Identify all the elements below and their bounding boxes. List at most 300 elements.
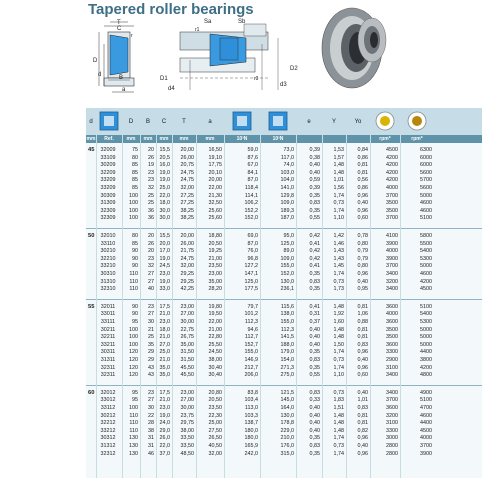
cell-ref: 33209	[100, 177, 116, 184]
group-separator	[86, 228, 482, 229]
cell-e: 0,35	[309, 364, 320, 371]
cell-a: 25,60	[208, 207, 222, 214]
cell-T: 27,25	[180, 192, 194, 199]
cell-D: 100	[129, 200, 138, 207]
cell-ref: 33111	[100, 319, 116, 325]
cell-B: 26	[148, 154, 154, 161]
ref-bearing-icon	[98, 110, 120, 132]
bore-diameter: 45	[88, 147, 95, 153]
cell-e: 0,39	[309, 147, 320, 153]
cell-D: 80	[132, 233, 138, 239]
label-d: d	[98, 72, 102, 78]
column-header-D: D	[128, 118, 134, 125]
cell-Y: 1,56	[333, 185, 344, 191]
cell-n_grease: 3900	[386, 240, 398, 247]
cell-D: 100	[129, 192, 138, 199]
cell-n_grease: 3000	[386, 435, 398, 442]
cell-D: 100	[129, 207, 138, 214]
cell-ref: 30311	[100, 349, 116, 356]
column-divider	[122, 135, 123, 478]
cell-a: 23,00	[208, 271, 222, 277]
cell-C: 17,5	[159, 303, 170, 310]
cell-C0: 152,0	[280, 271, 294, 277]
cell-C0: 271,3	[280, 364, 294, 371]
cell-C0: 236,1	[280, 286, 294, 293]
cell-C0: 73,0	[283, 147, 294, 153]
cell-e: 0,38	[309, 154, 320, 161]
cell-Cr: 125,0	[244, 278, 258, 285]
cell-n_oil: 5400	[420, 311, 432, 318]
cell-Y0: 0,96	[357, 349, 368, 356]
cell-ref: 32009	[100, 147, 116, 153]
cell-n_oil: 5400	[420, 248, 432, 255]
unit-Y0	[346, 135, 370, 143]
cell-T: 30,00	[180, 319, 194, 325]
cell-e: 0,55	[309, 215, 320, 222]
cell-T: 20,00	[180, 233, 194, 239]
label-Sb: Sb	[238, 19, 246, 25]
cell-Cr: 113,0	[244, 405, 258, 411]
cell-Y0: 0,80	[357, 240, 368, 247]
cell-C: 19,0	[159, 412, 170, 419]
cell-a: 21,00	[208, 255, 222, 262]
cell-n_grease: 3400	[386, 389, 398, 396]
table-row	[86, 208, 482, 216]
cell-n_oil: 4700	[420, 405, 432, 411]
cell-e: 0,35	[309, 450, 320, 457]
cell-Y: 1,48	[333, 303, 344, 310]
cell-n_oil: 5000	[420, 192, 432, 199]
table-row	[86, 286, 482, 294]
cell-D: 110	[129, 278, 138, 285]
cell-n_grease: 3600	[386, 405, 398, 411]
section-drawing-dimensions	[93, 20, 134, 93]
cell-Cr: 79,7	[247, 303, 258, 310]
cell-Y: 1,51	[333, 405, 344, 411]
table-row	[86, 390, 482, 398]
cell-a: 20,80	[208, 389, 222, 396]
cell-ref: 33110	[100, 240, 116, 247]
table-row	[86, 200, 482, 208]
table-row	[86, 241, 482, 249]
table-row	[86, 443, 482, 451]
cell-B: 29	[148, 357, 154, 363]
cell-Y0: 0,79	[357, 255, 368, 262]
cell-C0: 275,0	[280, 372, 294, 379]
cell-n_oil: 4200	[420, 278, 432, 285]
cell-B: 25	[148, 334, 154, 341]
cell-Y0: 0,79	[357, 248, 368, 255]
cell-B: 30	[148, 319, 154, 325]
column-header-e: e	[307, 118, 311, 125]
cell-a: 30,40	[208, 372, 222, 379]
table-row	[86, 413, 482, 421]
cell-e: 0,83	[309, 278, 320, 285]
cell-Y: 1,74	[333, 349, 344, 356]
cell-B: 29	[148, 349, 154, 356]
cell-ref: 31312	[100, 443, 116, 449]
cell-C: 35,0	[159, 372, 170, 379]
cell-T: 29,25	[180, 278, 194, 285]
label-d4: d4	[168, 86, 175, 92]
cell-Y: 0,73	[333, 278, 344, 285]
cell-B: 43	[148, 364, 154, 371]
cell-Y0: 1,01	[357, 397, 368, 404]
cell-a: 20,00	[208, 177, 222, 184]
cell-Cr: 114,1	[244, 192, 258, 199]
cell-Y: 1,74	[333, 364, 344, 371]
cell-a: 25,60	[208, 215, 222, 222]
cell-ref: 32012	[100, 389, 116, 396]
cell-B: 23	[148, 255, 154, 262]
cell-D: 130	[129, 450, 138, 457]
cell-T: 24,75	[180, 169, 194, 176]
cell-n_grease: 3400	[386, 372, 398, 379]
cell-C0: 141,5	[280, 334, 294, 341]
cell-ref: 32310	[100, 286, 116, 293]
cell-e: 0,35	[309, 286, 320, 293]
column-divider	[296, 135, 297, 478]
cell-D: 95	[132, 319, 138, 325]
cell-e: 0,40	[309, 341, 320, 348]
cell-C0: 155,0	[280, 319, 294, 325]
cell-T: 45,50	[180, 364, 194, 371]
cell-Y: 1,92	[333, 311, 344, 318]
column-header-B: B	[145, 118, 150, 125]
cell-n_grease: 3600	[386, 303, 398, 310]
cell-C: 16,0	[159, 162, 170, 169]
cell-n_oil: 5800	[420, 233, 432, 239]
cell-n_oil: 4600	[420, 412, 432, 419]
page-title: Tapered roller bearings	[88, 1, 254, 18]
bore-diameter: 55	[88, 303, 95, 310]
cell-n_grease: 3500	[386, 207, 398, 214]
cell-e: 0,35	[309, 435, 320, 442]
unit-n_grease: rpm*	[379, 136, 391, 142]
cell-D: 100	[129, 215, 138, 222]
cell-a: 22,30	[208, 412, 222, 419]
table-row	[86, 342, 482, 350]
cell-Cr: 152,7	[244, 341, 258, 348]
cell-n_oil: 5000	[420, 334, 432, 341]
cell-n_oil: 4900	[420, 389, 432, 396]
cell-Y0: 0,40	[357, 357, 368, 363]
cell-Y: 1,43	[333, 255, 344, 262]
cell-B: 19	[148, 162, 154, 169]
cell-a: 19,10	[208, 154, 222, 161]
cell-D: 95	[132, 397, 138, 404]
cell-Cr: 155,0	[244, 349, 258, 356]
cell-Y0: 0,40	[357, 389, 368, 396]
cell-Y: 1,48	[333, 412, 344, 419]
cell-a: 27,50	[208, 427, 222, 434]
cell-ref: 30310	[100, 271, 116, 277]
cell-C: 30,0	[159, 215, 170, 222]
cell-n_grease: 3600	[386, 319, 398, 325]
cell-Cr: 94,6	[247, 326, 258, 333]
cell-n_oil: 4000	[420, 435, 432, 442]
cell-D: 130	[129, 443, 138, 449]
cell-T: 21,75	[180, 248, 194, 255]
cell-e: 0,35	[309, 349, 320, 356]
cell-n_oil: 4400	[420, 349, 432, 356]
cell-n_grease: 3200	[386, 412, 398, 419]
cell-Y: 1,01	[333, 177, 344, 184]
column-header-Y0: Yo	[354, 118, 362, 125]
cell-n_oil: 5100	[420, 215, 432, 222]
cell-D: 110	[129, 420, 138, 427]
cell-n_grease: 3900	[386, 255, 398, 262]
cell-n_grease: 3500	[386, 326, 398, 333]
cell-ref: 30211	[100, 326, 116, 333]
cell-a: 20,50	[208, 240, 222, 247]
column-divider	[224, 135, 225, 478]
cell-ref: 33112	[100, 405, 116, 411]
column-header-C: C	[161, 118, 167, 125]
cell-Cr: 101,2	[244, 311, 258, 318]
cell-n_oil: 5000	[420, 263, 432, 270]
cell-Y0: 0,81	[357, 169, 368, 176]
cell-a: 19,80	[208, 303, 222, 310]
cell-Y0: 0,81	[357, 303, 368, 310]
unit-D: mm	[126, 136, 136, 142]
cell-n_oil: 5000	[420, 341, 432, 348]
cell-n_grease: 3200	[386, 278, 398, 285]
cell-Cr: 138,7	[244, 420, 258, 427]
dynamic-load-icon	[231, 110, 253, 132]
cell-Cr: 103,4	[244, 397, 258, 404]
cell-C0: 145,0	[280, 397, 294, 404]
cell-a: 35,00	[208, 278, 222, 285]
cell-B: 25	[148, 192, 154, 199]
cell-Y0: 0,81	[357, 412, 368, 419]
cell-C0: 117,0	[280, 154, 294, 161]
cell-ref: 31310	[100, 278, 116, 285]
cell-T: 31,50	[180, 357, 194, 363]
cell-D: 120	[129, 372, 138, 379]
cell-C: 23,0	[159, 271, 170, 277]
cell-a: 20,10	[208, 169, 222, 176]
cell-D: 75	[132, 147, 138, 153]
units-row	[86, 135, 482, 143]
cell-Y: 1,48	[333, 334, 344, 341]
cell-e: 0,40	[309, 412, 320, 419]
cell-C0: 109,0	[280, 200, 294, 207]
table-row	[86, 263, 482, 271]
cell-Cr: 96,8	[247, 255, 258, 262]
cell-ref: 33212	[100, 427, 116, 434]
cell-C: 35,0	[159, 364, 170, 371]
cell-B: 20	[148, 233, 154, 239]
cell-B: 32	[148, 263, 154, 270]
cell-e: 0,40	[309, 169, 320, 176]
cell-Y0: 0,96	[357, 271, 368, 277]
cell-C: 18,0	[159, 200, 170, 207]
cell-D: 90	[132, 248, 138, 255]
cell-Cr: 152,2	[244, 207, 258, 214]
cell-ref: 33012	[100, 397, 116, 404]
cell-e: 0,39	[309, 185, 320, 191]
cell-T: 24,75	[180, 177, 194, 184]
cell-Y0: 0,86	[357, 154, 368, 161]
table-row	[86, 256, 482, 264]
cell-n_oil: 5300	[420, 319, 432, 325]
cell-a: 40,50	[208, 443, 222, 449]
cell-D: 85	[132, 240, 138, 247]
table-row	[86, 271, 482, 279]
cell-n_oil: 4800	[420, 372, 432, 379]
cell-C0: 179,0	[280, 349, 294, 356]
unit-C0: 10³N	[272, 136, 284, 142]
label-D1: D1	[160, 76, 168, 82]
cell-Y0: 0,96	[357, 435, 368, 442]
cell-n_grease: 3300	[386, 427, 398, 434]
cell-ref: 32312	[100, 450, 116, 457]
cell-C0: 141,0	[280, 185, 294, 191]
cell-e: 0,40	[309, 420, 320, 427]
static-load-icon	[267, 110, 289, 132]
cell-C0: 130,0	[280, 278, 294, 285]
cell-n_oil: 3700	[420, 443, 432, 449]
cell-C: 18,0	[159, 326, 170, 333]
unit-ref: Ref.	[104, 136, 114, 142]
column-divider	[260, 135, 261, 478]
cell-e: 0,35	[309, 192, 320, 199]
cell-Cr: 84,1	[247, 169, 258, 176]
cell-Y: 1,83	[333, 397, 344, 404]
cell-Y: 1,42	[333, 233, 344, 239]
cell-e: 0,55	[309, 372, 320, 379]
cell-ref: 32010	[100, 233, 116, 239]
cell-T: 26,75	[180, 334, 194, 341]
cell-a: 22,00	[208, 185, 222, 191]
table-row	[86, 177, 482, 185]
cell-B: 27	[148, 311, 154, 318]
cell-Y0: 0,60	[357, 372, 368, 379]
cell-ref: 32309	[100, 215, 116, 222]
cell-T: 30,00	[180, 405, 194, 411]
cell-Y0: 0,83	[357, 341, 368, 348]
cell-C: 19,0	[159, 255, 170, 262]
cell-T: 35,00	[180, 341, 194, 348]
cell-n_oil: 6000	[420, 162, 432, 169]
cell-Y0: 0,78	[357, 233, 368, 239]
cell-Y: 0,73	[333, 200, 344, 207]
cell-T: 26,00	[180, 240, 194, 247]
cell-Y0: 0,96	[357, 450, 368, 457]
cell-Cr: 118,4	[244, 185, 258, 191]
cell-B: 27	[148, 397, 154, 404]
cell-a: 17,75	[208, 162, 222, 169]
label-D: D	[93, 58, 98, 64]
cell-C: 21,0	[159, 311, 170, 318]
bore-diameter: 60	[88, 389, 95, 396]
label-T: T	[117, 20, 121, 26]
column-divider	[370, 135, 371, 478]
cell-C0: 74,0	[283, 162, 294, 169]
cell-B: 30	[148, 405, 154, 411]
cell-T: 20,75	[180, 162, 194, 169]
cell-n_oil: 4500	[420, 427, 432, 434]
grease-speed-icon	[375, 111, 395, 131]
column-divider	[172, 135, 173, 478]
cell-T: 48,50	[180, 450, 194, 457]
cell-n_oil: 4600	[420, 207, 432, 214]
cell-Cr: 177,5	[244, 286, 258, 293]
cell-C0: 103,0	[280, 169, 294, 176]
cell-Cr: 87,0	[247, 177, 258, 184]
column-divider	[96, 135, 97, 478]
cell-a: 22,80	[208, 334, 222, 341]
cell-a: 26,50	[208, 435, 222, 442]
cell-C: 25,0	[159, 185, 170, 191]
unit-d: mm	[86, 136, 96, 142]
cell-ref: 33109	[100, 154, 116, 161]
table-row	[86, 279, 482, 287]
cell-e: 0,40	[309, 326, 320, 333]
cell-e: 0,42	[309, 255, 320, 262]
cell-a: 18,80	[208, 233, 222, 239]
cell-D: 110	[129, 271, 138, 277]
cell-Y: 1,57	[333, 154, 344, 161]
cell-C0: 130,0	[280, 412, 294, 419]
table-row	[86, 311, 482, 319]
cell-B: 35	[148, 341, 154, 348]
cell-C0: 125,0	[280, 240, 294, 247]
cell-C0: 229,0	[280, 427, 294, 434]
cell-Cr: 147,1	[244, 271, 258, 277]
cell-C0: 138,0	[280, 311, 294, 318]
cell-n_grease: 4100	[386, 233, 398, 239]
cell-C0: 121,5	[280, 389, 294, 396]
column-divider	[400, 135, 401, 478]
cell-C0: 210,0	[280, 435, 294, 442]
cell-a: 32,00	[208, 450, 222, 457]
cell-C: 15,5	[159, 147, 170, 153]
cell-a: 22,00	[208, 319, 222, 325]
cell-ref: 31311	[100, 357, 116, 363]
cell-B: 23	[148, 303, 154, 310]
cell-a: 32,50	[208, 200, 222, 207]
cell-n_grease: 3300	[386, 349, 398, 356]
label-a: a	[122, 87, 126, 93]
cell-n_oil: 3800	[420, 357, 432, 363]
cell-n_grease: 2800	[386, 443, 398, 449]
cell-e: 0,41	[309, 263, 320, 270]
cell-a: 20,50	[208, 397, 222, 404]
label-r: r	[131, 33, 133, 39]
cell-C: 37,0	[159, 450, 170, 457]
table-row	[86, 170, 482, 178]
cell-Y: 1,74	[333, 207, 344, 214]
cell-C: 25,0	[159, 349, 170, 356]
cell-Y: 1,43	[333, 248, 344, 255]
table-row	[86, 451, 482, 459]
cell-Y: 1,50	[333, 341, 344, 348]
cell-Y0: 0,60	[357, 215, 368, 222]
table-row	[86, 319, 482, 327]
cell-Y: 0,73	[333, 357, 344, 363]
cell-e: 0,40	[309, 427, 320, 434]
cell-D: 110	[129, 412, 138, 419]
cell-B: 21	[148, 326, 154, 333]
cell-n_oil: 6300	[420, 147, 432, 153]
unit-T: mm	[179, 136, 189, 142]
unit-Y	[322, 135, 346, 143]
cell-T: 42,25	[180, 286, 194, 293]
cell-C: 17,0	[159, 248, 170, 255]
cell-Y: 1,74	[333, 435, 344, 442]
